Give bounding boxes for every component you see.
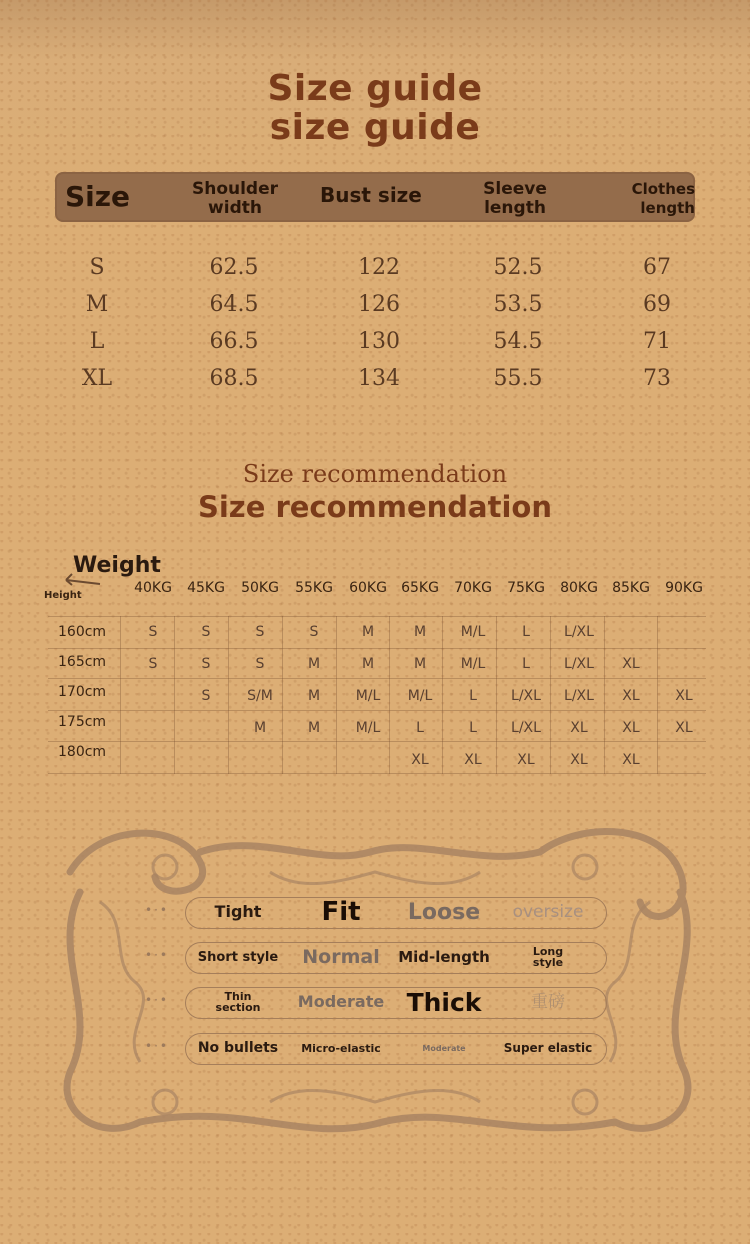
header-size: Size xyxy=(65,180,131,213)
height-row-label: 175cm xyxy=(58,714,107,730)
weight-column-label: 50KG xyxy=(241,580,279,596)
recommended-size-cell: XL xyxy=(570,720,588,736)
height-row-label: 165cm xyxy=(58,654,107,670)
header-sleeve: Sleeve length xyxy=(483,179,547,218)
page-title: Size guide xyxy=(267,68,483,109)
recommended-size-cell: M/L xyxy=(355,688,381,704)
recommended-size-cell: L/XL xyxy=(564,656,594,672)
recommended-size-cell: L xyxy=(522,656,530,672)
grid-line xyxy=(48,678,706,679)
recommended-size-cell: L/XL xyxy=(564,624,594,640)
height-row-label: 180cm xyxy=(58,744,107,760)
attribute-option: Normal xyxy=(302,946,380,968)
weight-column-label: 65KG xyxy=(401,580,439,596)
size-table-cell: 55.5 xyxy=(493,366,543,391)
grid-line xyxy=(120,616,121,774)
height-row-label: 170cm xyxy=(58,684,107,700)
ornamental-frame xyxy=(40,812,710,1152)
recommended-size-cell: XL xyxy=(570,752,588,768)
recommended-size-cell: S xyxy=(148,656,158,672)
attribute-option: Short style xyxy=(197,949,279,965)
recommended-size-cell: S xyxy=(309,624,319,640)
recommended-size-cell: L/XL xyxy=(511,720,541,736)
recommended-size-cell: M xyxy=(361,656,375,672)
recommended-size-cell: XL xyxy=(622,752,640,768)
attribute-option-selected: Mid-length xyxy=(398,947,490,966)
recommended-size-cell: L xyxy=(469,688,477,704)
weight-column-label: 80KG xyxy=(560,580,598,596)
header-shoulder: Shoulder width xyxy=(191,179,279,218)
size-table-cell: 122 xyxy=(358,255,400,280)
grid-line xyxy=(48,616,706,617)
weight-column-label: 45KG xyxy=(187,580,225,596)
height-row-label: 160cm xyxy=(58,624,107,640)
recommended-size-cell: L xyxy=(416,720,424,736)
recommended-size-cell: S xyxy=(255,656,265,672)
recommended-size-cell: M/L xyxy=(355,720,381,736)
attribute-option: Thin section xyxy=(215,990,261,1014)
weight-column-label: 70KG xyxy=(454,580,492,596)
recommended-size-cell: S xyxy=(201,656,211,672)
recommended-size-cell: XL xyxy=(411,752,429,768)
recommended-size-cell: M xyxy=(361,624,375,640)
bullet-dots-icon: •·• xyxy=(145,903,169,917)
grid-line xyxy=(48,710,706,711)
size-table-cell: 67 xyxy=(643,255,671,280)
attribute-option: Moderate xyxy=(297,992,385,1011)
recommended-size-cell: S/M xyxy=(247,688,273,704)
attribute-option: Tight xyxy=(214,902,262,921)
size-table-cell: 62.5 xyxy=(209,255,259,280)
recommended-size-cell: S xyxy=(148,624,158,640)
recommended-size-cell: M/L xyxy=(460,624,486,640)
size-table-cell: 54.5 xyxy=(493,329,543,354)
attribute-option: Super elastic xyxy=(503,1041,593,1055)
size-table-cell: 126 xyxy=(358,292,400,317)
recommended-size-cell: XL xyxy=(675,688,693,704)
recommended-size-cell: XL xyxy=(622,656,640,672)
bullet-dots-icon: •·• xyxy=(145,948,169,962)
recommended-size-cell: M/L xyxy=(460,656,486,672)
recommended-size-cell: S xyxy=(201,688,211,704)
recommended-size-cell: M xyxy=(307,656,321,672)
recommended-size-cell: S xyxy=(201,624,211,640)
grid-line xyxy=(48,648,706,649)
grid-line xyxy=(48,741,706,742)
attribute-option: oversize xyxy=(512,902,584,922)
size-table-cell: 73 xyxy=(643,366,671,391)
size-table-cell: 134 xyxy=(358,366,400,391)
weight-column-label: 55KG xyxy=(295,580,333,596)
weight-column-label: 85KG xyxy=(612,580,650,596)
size-table-header xyxy=(55,172,695,222)
grid-line xyxy=(48,773,706,774)
recommended-size-cell: S xyxy=(255,624,265,640)
height-label: Height xyxy=(44,590,82,601)
recommended-size-cell: L xyxy=(522,624,530,640)
size-table-cell: 52.5 xyxy=(493,255,543,280)
size-table-cell: 69 xyxy=(643,292,671,317)
recommended-size-cell: XL xyxy=(622,720,640,736)
pointer-arrow-icon xyxy=(62,566,106,588)
size-table-cell: XL xyxy=(81,366,113,391)
weight-column-label: 75KG xyxy=(507,580,545,596)
recommended-size-cell: XL xyxy=(622,688,640,704)
bullet-dots-icon: •·• xyxy=(145,993,169,1007)
attribute-option-selected: No bullets xyxy=(197,1040,279,1056)
header-clothes: Clothes length xyxy=(631,180,695,217)
weight-label: Weight xyxy=(73,553,161,578)
size-table-cell: 66.5 xyxy=(209,329,259,354)
weight-column-label: 40KG xyxy=(134,580,172,596)
weight-column-label: 90KG xyxy=(665,580,703,596)
recommended-size-cell: M xyxy=(413,624,427,640)
size-table-cell: M xyxy=(85,292,109,317)
attribute-option: Loose xyxy=(407,899,481,925)
page-subtitle: size guide xyxy=(269,107,481,148)
recommended-size-cell: XL xyxy=(517,752,535,768)
header-bust: Bust size xyxy=(320,183,422,207)
recommended-size-cell: M xyxy=(307,688,321,704)
attribute-option-selected: Thick xyxy=(406,987,482,1017)
recommended-size-cell: L/XL xyxy=(564,688,594,704)
weight-column-label: 60KG xyxy=(349,580,387,596)
size-table-cell: S xyxy=(89,255,105,280)
size-table-cell: 64.5 xyxy=(209,292,259,317)
recommended-size-cell: M xyxy=(253,720,267,736)
recommended-size-cell: L/XL xyxy=(511,688,541,704)
size-table-cell: L xyxy=(89,329,105,354)
attribute-option-selected: Fit xyxy=(321,897,361,927)
size-table-cell: 130 xyxy=(358,329,400,354)
recommended-size-cell: M xyxy=(413,656,427,672)
bullet-dots-icon: •·• xyxy=(145,1039,169,1053)
recommended-size-cell: M/L xyxy=(407,688,433,704)
recommendation-title-script: Size recommendation xyxy=(242,460,508,488)
recommended-size-cell: M xyxy=(307,720,321,736)
attribute-option: 重磅 xyxy=(531,992,565,1012)
attribute-option: Moderate xyxy=(422,1043,466,1053)
size-table-cell: 53.5 xyxy=(493,292,543,317)
recommended-size-cell: L xyxy=(469,720,477,736)
size-table-cell: 71 xyxy=(643,329,671,354)
recommended-size-cell: XL xyxy=(675,720,693,736)
recommendation-title: Size recommendation xyxy=(197,490,552,524)
recommended-size-cell: XL xyxy=(464,752,482,768)
attribute-option: Micro-elastic xyxy=(301,1041,381,1055)
attribute-option: Long style xyxy=(532,945,564,969)
size-table-cell: 68.5 xyxy=(209,366,259,391)
